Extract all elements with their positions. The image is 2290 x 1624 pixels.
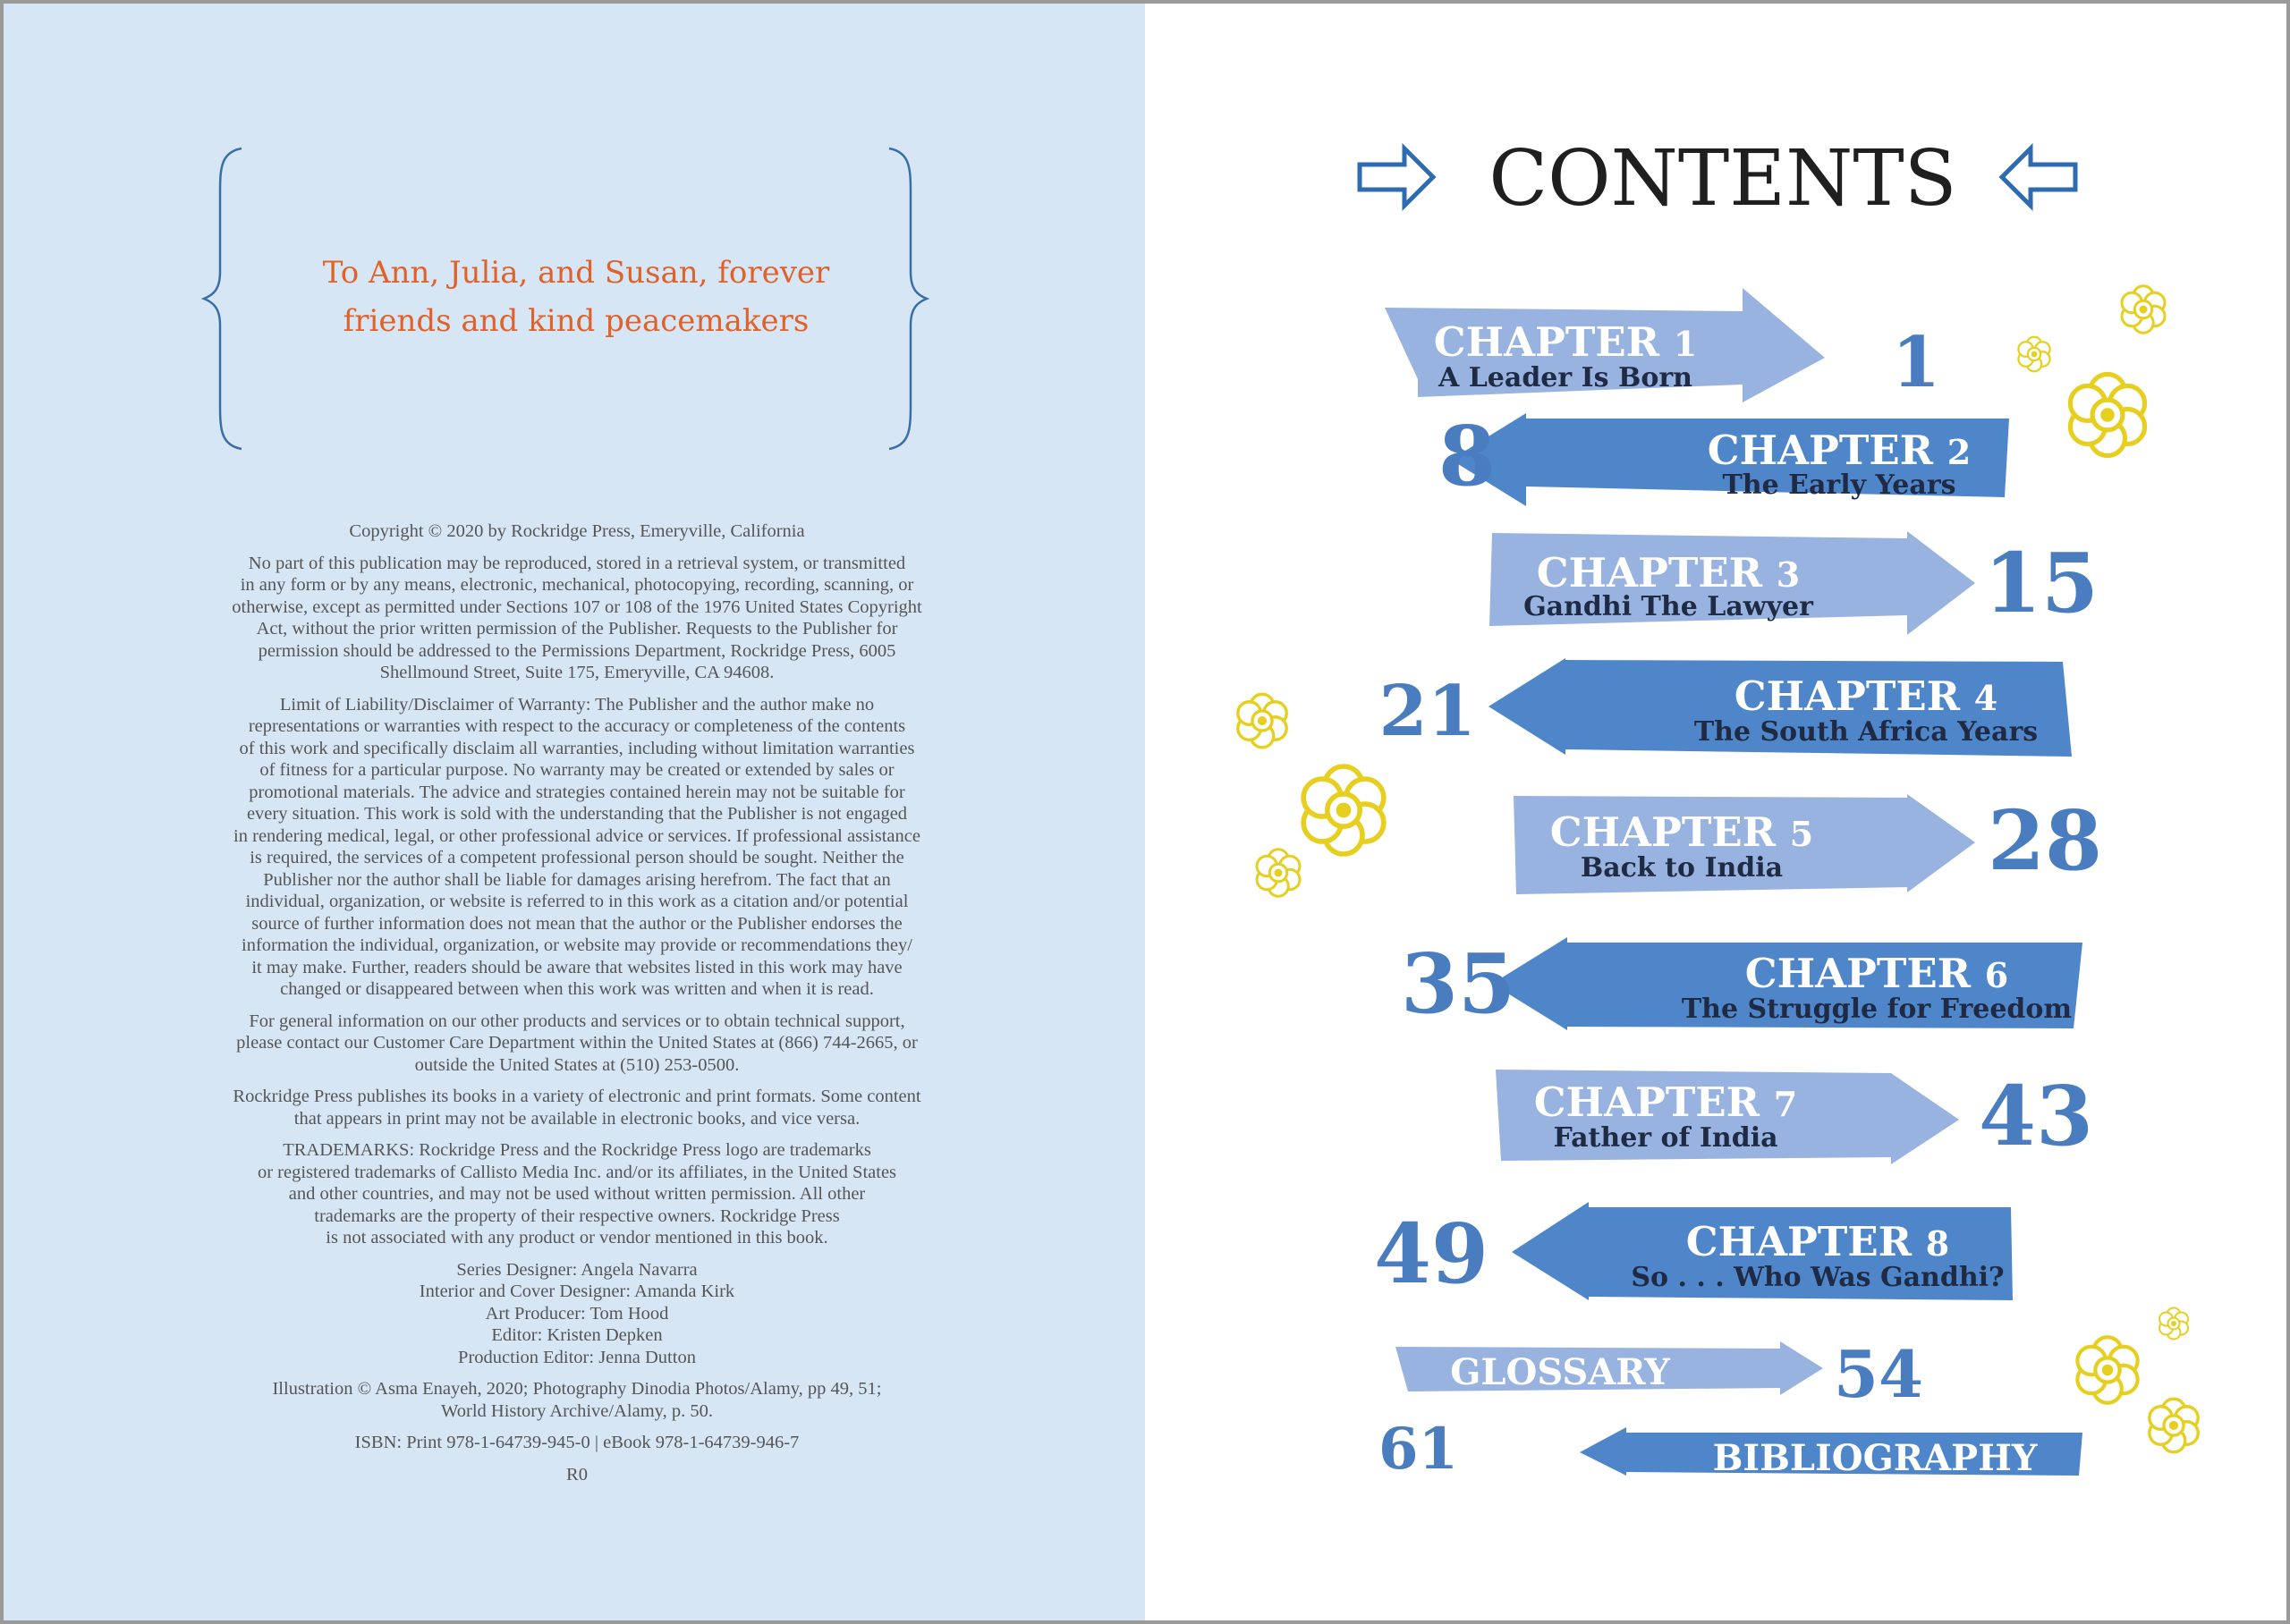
text-line: Illustration © Asma Enayeh, 2020; Photography Dinodia Photos/Alamy, pp 49, 51;	[272, 1379, 882, 1399]
chapter-word: CHAPTER	[1536, 549, 1763, 596]
text-line: World History Archive/Alamy, p. 50.	[441, 1400, 713, 1421]
chapter-2-heading	[1708, 427, 1971, 474]
chapter-word: CHAPTER	[1734, 672, 1961, 720]
chapter-5-title: Back to India	[1580, 852, 1784, 884]
chapter-4-heading	[1734, 672, 1997, 720]
dedication-line-2: friends and kind peacemakers	[343, 303, 810, 339]
chapter-1-page: 1	[1891, 322, 1941, 403]
liability-paragraph	[147, 694, 1007, 1001]
flower-icon	[2077, 1337, 2137, 1403]
text-line: information the individual, organization, or website may provide or recommendations they/	[242, 935, 912, 955]
chapter-2-page: 8	[1438, 408, 1496, 504]
bibliography-page: 61	[1378, 1416, 1458, 1483]
chapter-4-page: 21	[1378, 671, 1476, 752]
text-line: representations or warranties with respect to the accuracy or completeness of the contents	[248, 716, 906, 736]
text-line: Editor: Kristen Depken	[491, 1325, 663, 1345]
chapter-1-heading	[1434, 318, 1697, 366]
text-line: please contact our Customer Care Department within the United States at (866) 744-2665, or	[236, 1033, 918, 1053]
text-line: Interior and Cover Designer: Amanda Kirk	[419, 1281, 735, 1301]
credits-paragraph	[147, 1259, 1007, 1369]
glossary-label: GLOSSARY	[1450, 1351, 1670, 1393]
chapter-word: CHAPTER	[1533, 1078, 1760, 1126]
text-line: and other countries, and may not be used without written permission. All other	[288, 1184, 866, 1204]
book-spread	[4, 4, 2286, 1620]
text-line: Limit of Liability/Disclaimer of Warranty: The Publisher and the author make no	[279, 694, 875, 715]
text-line: is not associated with any product or vendor mentioned in this book.	[326, 1228, 828, 1248]
text-line: every situation. This work is sold with the understanding that the Publisher is not engaged	[246, 804, 908, 824]
chapter-number: 6	[1984, 955, 2009, 995]
chapter-number: 4	[1973, 678, 1998, 718]
bibliography-label: BIBLIOGRAPHY	[1712, 1437, 2038, 1479]
text-line: or registered trademarks of Callisto Media Inc. and/or its affiliates, in the United States	[257, 1162, 897, 1182]
support-paragraph	[147, 1011, 1007, 1077]
chapter-8-heading	[1686, 1218, 1949, 1265]
isbn: ISBN: Print 978-1-64739-945-0 | eBook 978-1-64739-946-7	[354, 1433, 800, 1452]
flower-icon	[2159, 1308, 2188, 1340]
flower-icon	[1257, 850, 1300, 897]
chapter-3-page: 15	[1983, 535, 2099, 631]
chapter-number: 8	[1925, 1223, 1950, 1264]
chapter-3-title: Gandhi The Lawyer	[1523, 591, 1813, 622]
text-line: is required, the services of a competent professional person should be sought. Neither the	[250, 848, 904, 867]
copyright-notice: Copyright © 2020 by Rockridge Press, Emeryville, California	[349, 521, 805, 541]
contents-artwork	[1145, 4, 2286, 1620]
chapter-7-page: 43	[1978, 1068, 2094, 1164]
glossary-page: 54	[1833, 1336, 1924, 1412]
text-line: Shellmound Street, Suite 175, Emeryville, CA 94608.	[379, 663, 775, 682]
chapter-5-heading	[1550, 808, 1813, 856]
chapter-7-heading	[1534, 1078, 1797, 1126]
chapter-word: CHAPTER	[1707, 427, 1934, 474]
flower-icon	[2122, 286, 2165, 334]
title-arrow-right-icon	[1360, 148, 1433, 206]
text-line: it may make. Further, readers should be aware that websites listed in this work may have	[251, 957, 903, 977]
flower-icon	[1303, 766, 1384, 854]
formats-paragraph	[147, 1086, 1007, 1129]
text-line: of fitness for a particular purpose. No warranty may be created or extended by sales or	[259, 760, 895, 780]
copyright-page	[4, 4, 1145, 1620]
text-line: Art Producer: Tom Hood	[485, 1303, 669, 1324]
copyright-block	[147, 520, 1007, 1495]
text-line: outside the United States at (510) 253-0500.	[414, 1054, 740, 1075]
text-line: Series Designer: Angela Navarra	[456, 1259, 698, 1280]
chapter-number: 7	[1773, 1084, 1798, 1124]
chapter-2-title: The Early Years	[1722, 469, 1956, 501]
chapter-3-heading	[1537, 549, 1800, 596]
text-line: changed or disappeared between when this work was written and when it is read.	[280, 979, 874, 999]
chapter-number: 5	[1789, 814, 1814, 854]
text-line: in any form or by any means, electronic, mechanical, photocopying, recording, scanning, or	[240, 575, 914, 595]
text-line: promotional materials. The advice and strategies contained herein may not be suitable for	[249, 782, 905, 802]
chapter-8-page: 49	[1373, 1205, 1488, 1302]
title-arrow-left-icon	[2002, 148, 2075, 206]
contents-title: CONTENTS	[1488, 134, 1957, 224]
chapter-4-title: The South Africa Years	[1693, 716, 2039, 748]
chapter-number: 1	[1673, 324, 1698, 364]
text-line: permission should be addressed to the Permissions Department, Rockridge Press, 6005	[258, 640, 896, 661]
chapter-number: 2	[1946, 432, 1972, 472]
print-code: R0	[566, 1464, 588, 1484]
flower-icon	[2018, 337, 2049, 372]
rights-paragraph	[147, 553, 1007, 684]
chapter-8-title: So . . . Who Was Gandhi?	[1631, 1262, 2005, 1293]
chapter-word: CHAPTER	[1549, 808, 1777, 856]
text-line: Publisher nor the author shall be liable for damages arising herefrom. The fact that an	[263, 869, 891, 890]
chapter-1-title: A Leader Is Born	[1438, 362, 1693, 393]
chapter-6-page: 35	[1400, 935, 1515, 1032]
illustration-paragraph	[147, 1378, 1007, 1422]
text-line: that appears in print may not be available in electronic books, and vice versa.	[293, 1108, 861, 1129]
chapter-7-title: Father of India	[1553, 1122, 1778, 1154]
text-line: No part of this publication may be reproduced, stored in a retrieval system, or transmitted	[248, 553, 906, 573]
text-line: TRADEMARKS: Rockridge Press and the Rockridge Press logo are trademarks	[283, 1140, 871, 1160]
text-line: individual, organization, or website is referred to in this work as a citation and/or potential	[245, 892, 909, 911]
text-line: trademarks are the property of their respective owners. Rockridge Press	[314, 1205, 840, 1226]
text-line: Production Editor: Jenna Dutton	[458, 1347, 696, 1367]
chapter-6-title: The Struggle for Freedom	[1681, 994, 2073, 1025]
chapter-word: CHAPTER	[1433, 318, 1660, 366]
contents-page	[1145, 4, 2286, 1620]
flower-icon	[1238, 694, 1286, 748]
chapter-word: CHAPTER	[1685, 1218, 1913, 1265]
trademarks-paragraph	[147, 1139, 1007, 1249]
dedication	[245, 249, 907, 345]
text-line: Act, without the prior written permission of the Publisher. Requests to the Publisher for	[256, 619, 898, 639]
text-line: of this work and specifically disclaim all warranties, including without limitation warranties	[239, 738, 915, 758]
chapter-word: CHAPTER	[1744, 950, 1972, 997]
flower-icon	[2150, 1399, 2198, 1452]
dedication-line-1: To Ann, Julia, and Susan, forever	[322, 255, 830, 291]
text-line: For general information on our other products and services or to obtain technical support,	[249, 1011, 905, 1031]
left-curly-brace	[200, 147, 245, 451]
text-line: source of further information does not mean that the author or the Publisher endorses the	[251, 913, 903, 934]
text-line: otherwise, except as permitted under Sections 107 or 108 of the 1976 United States Copyright	[232, 596, 922, 617]
flower-icon	[2070, 375, 2144, 456]
chapter-6-heading	[1745, 950, 2008, 997]
text-line: in rendering medical, legal, or other professional advice or services. If professional assistance	[233, 825, 920, 846]
chapter-5-page: 28	[1987, 792, 2103, 889]
text-line: Rockridge Press publishes its books in a variety of electronic and print formats. Some content	[233, 1087, 921, 1106]
chapter-number: 3	[1776, 554, 1801, 595]
